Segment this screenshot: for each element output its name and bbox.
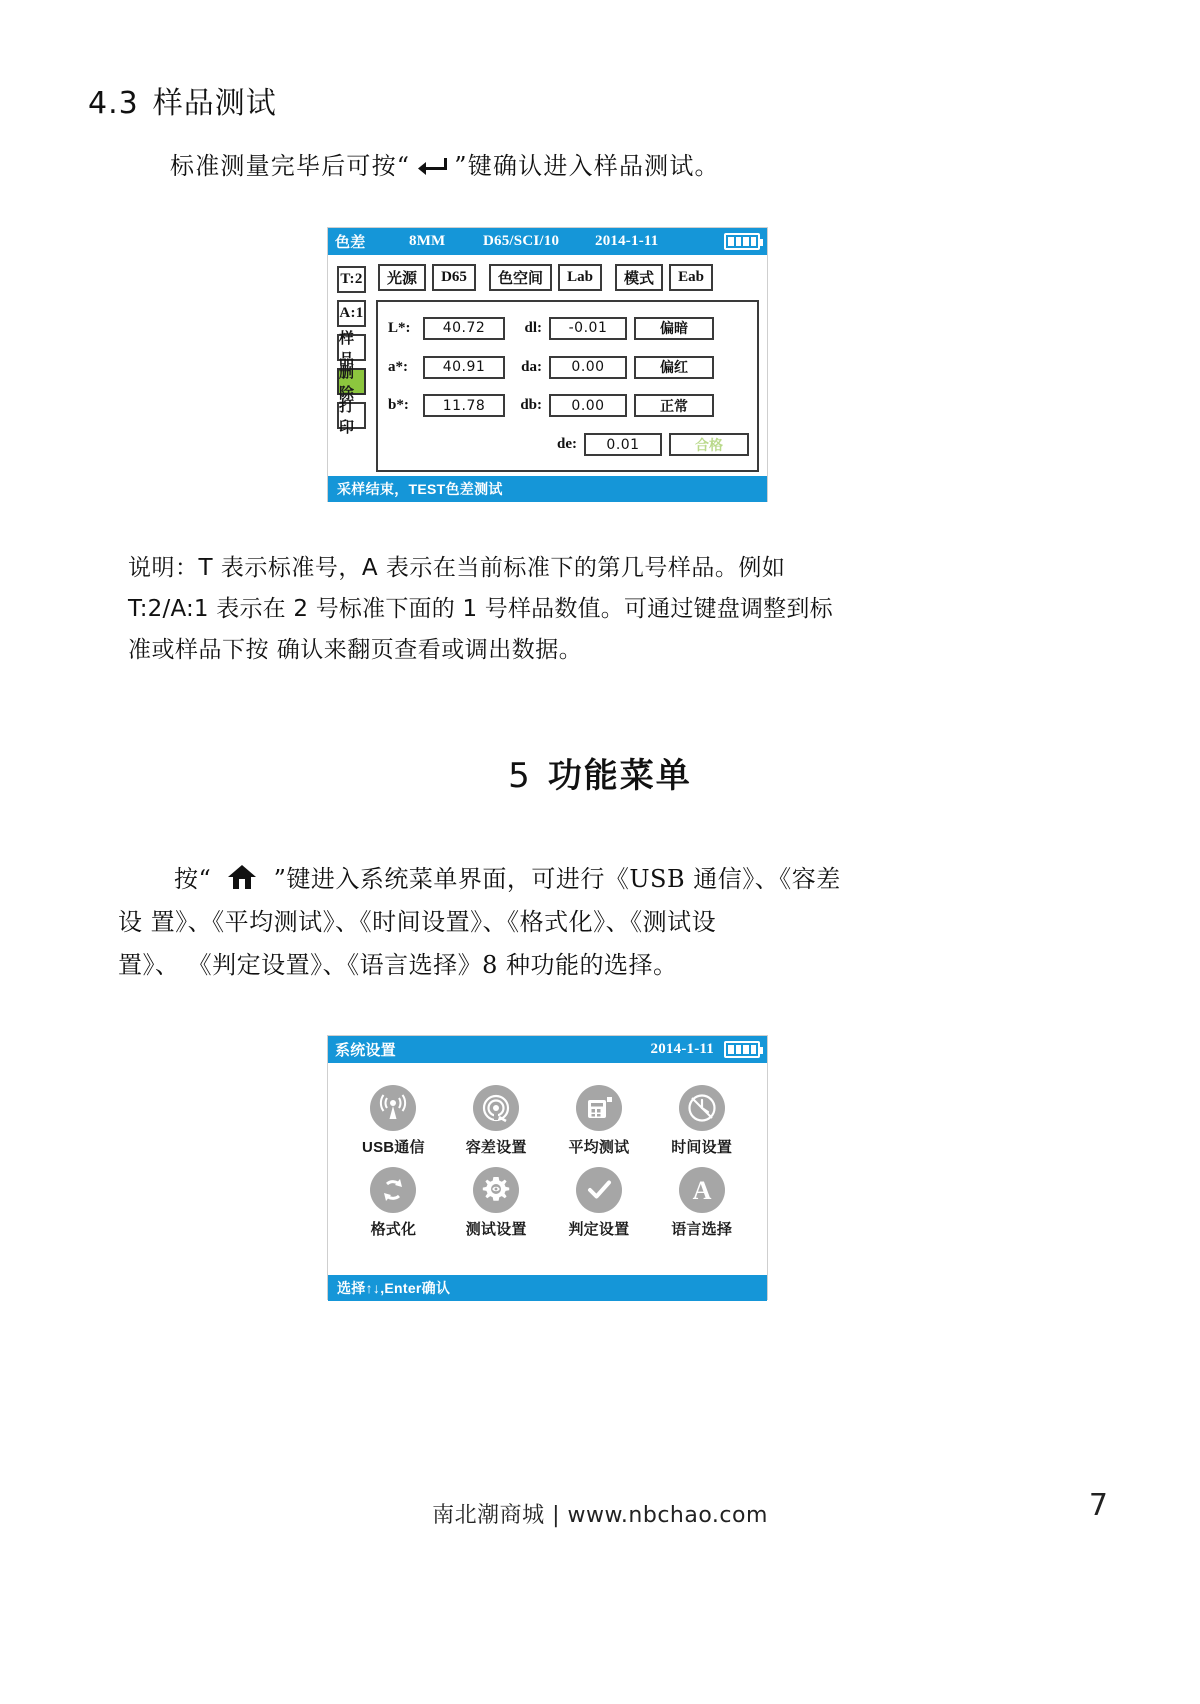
section-heading-5	[0, 748, 1200, 797]
sysmenu-row-1	[342, 1085, 753, 1157]
menu-label-average: 平均测试	[568, 1139, 630, 1156]
home-key-icon	[219, 864, 265, 890]
row-value-a: 40.91	[423, 356, 505, 379]
param-mode-label[interactable]: 模式	[615, 264, 663, 291]
param-color-space-label[interactable]: 色空间	[489, 264, 552, 291]
system-settings-screen	[327, 1035, 768, 1300]
side-button-sample[interactable]: 样品	[337, 334, 366, 361]
menu-item-language[interactable]	[654, 1167, 750, 1239]
letter-a-icon	[679, 1167, 725, 1213]
menu-line-1	[118, 858, 1028, 901]
menu-item-judgement[interactable]	[551, 1167, 647, 1239]
sysmenu-title: 系统设置	[335, 1043, 396, 1059]
row-tag-L: 偏暗	[634, 317, 714, 340]
menu-item-tolerance[interactable]	[448, 1085, 544, 1157]
row-label-L: L*:	[388, 319, 411, 336]
side-button-column	[337, 264, 366, 472]
menu-line-1-before: 按“	[174, 865, 212, 893]
intro-text-before: 标准测量完毕后可按“	[170, 152, 411, 180]
menu-intro-paragraph	[118, 858, 1028, 987]
menu-label-time: 时间设置	[671, 1139, 733, 1156]
section-5-number: 5	[508, 756, 532, 796]
sysmenu-header-bar	[328, 1036, 767, 1063]
menu-label-judgement: 判定设置	[568, 1221, 630, 1238]
intro-text-after: ”键确认进入样品测试。	[454, 152, 720, 180]
param-light-source-label[interactable]: 光源	[378, 264, 426, 291]
row-label-b: b*:	[388, 397, 409, 414]
row-delta-value-dl: -0.01	[549, 317, 627, 340]
screen-status-bar: 采样结束，TEST色差测试	[328, 476, 767, 502]
explanation-line-2: T:2/A:1 表示在 2 号标准下面的 1 号样品数值。可通过键盘调整到标	[128, 596, 833, 622]
menu-line-1-after: ”键进入系统菜单界面，可进行《USB 通信》、《容差	[273, 865, 841, 893]
menu-item-average[interactable]	[551, 1085, 647, 1157]
param-mode-value[interactable]: Eab	[669, 264, 713, 291]
row-delta-label-de: de:	[557, 436, 577, 453]
side-button-standard-index[interactable]: T:2	[337, 266, 366, 293]
explanation-paragraph	[128, 548, 1028, 671]
measurement-data-panel	[376, 300, 759, 472]
calculator-grid-icon	[576, 1085, 622, 1131]
clock-icon	[679, 1085, 725, 1131]
parameter-row	[376, 264, 759, 291]
row-tag-b: 正常	[634, 394, 714, 417]
side-button-sample-index[interactable]: A:1	[337, 300, 366, 327]
sysmenu-grid	[328, 1063, 767, 1275]
section-5-title: 功能菜单	[547, 756, 692, 796]
svg-text:A: A	[692, 1176, 712, 1205]
gear-icon	[473, 1167, 519, 1213]
row-delta-value-de: 0.01	[584, 433, 662, 456]
row-delta-label-da: da:	[521, 358, 542, 375]
row-value-empty	[458, 433, 540, 456]
section-heading-4-3	[88, 78, 277, 122]
row-label-a: a*:	[388, 358, 408, 375]
illuminant-observer-label: D65/SCI/10	[483, 233, 560, 249]
page-number: 7	[1088, 1488, 1108, 1523]
explanation-line-1: 说明：T 表示标准号，A 表示在当前标准下的第几号样品。例如	[128, 555, 786, 581]
check-circle-icon	[576, 1167, 622, 1213]
row-delta-label-db: db:	[520, 397, 542, 414]
row-value-L: 40.72	[423, 317, 505, 340]
row-delta-value-db: 0.00	[549, 394, 627, 417]
menu-item-usb[interactable]	[345, 1085, 441, 1157]
menu-line-2: 设 置》、《平均测试》、《时间设置》、《格式化》、《测试设	[118, 908, 717, 936]
menu-label-language: 语言选择	[671, 1221, 733, 1238]
menu-line-3: 置》、 《判定设置》、《语言选择》8 种功能的选择。	[118, 951, 678, 979]
table-row	[388, 316, 749, 341]
row-tag-a: 偏红	[634, 356, 714, 379]
screen-header-bar	[328, 228, 767, 255]
row-value-b: 11.78	[423, 394, 505, 417]
menu-label-format: 格式化	[370, 1221, 417, 1238]
section-number: 4.3	[88, 86, 139, 121]
row-delta-label-dl: dl:	[524, 319, 542, 336]
intro-sentence	[170, 146, 720, 181]
color-difference-screen	[327, 227, 768, 502]
side-button-delete[interactable]: 删除	[337, 368, 366, 395]
sysmenu-status-bar: 选择↑↓,Enter确认	[328, 1275, 767, 1301]
enter-key-icon	[410, 156, 454, 176]
section-title: 样品测试	[152, 86, 277, 121]
menu-item-time[interactable]	[654, 1085, 750, 1157]
menu-label-usb: USB通信	[362, 1139, 425, 1156]
aperture-label: 8MM	[409, 233, 446, 249]
status-badge-pass: 合格	[669, 433, 749, 456]
main-column	[366, 264, 759, 472]
screen-body	[328, 255, 767, 476]
explanation-line-3: 准或样品下按 确认来翻页查看或调出数据。	[128, 637, 583, 663]
sysmenu-date: 2014-1-11	[650, 1041, 714, 1057]
date-label: 2014-1-11	[595, 233, 659, 249]
param-color-space-value[interactable]: Lab	[558, 264, 602, 291]
menu-item-format[interactable]	[345, 1167, 441, 1239]
sysmenu-row-2	[342, 1167, 753, 1239]
table-row	[388, 355, 749, 380]
table-row	[388, 432, 749, 457]
menu-label-test-settings: 测试设置	[465, 1221, 527, 1238]
screen-title: 色差	[335, 235, 366, 251]
wireless-signal-icon	[370, 1085, 416, 1131]
table-row	[388, 393, 749, 418]
target-spiral-icon	[473, 1085, 519, 1131]
refresh-cycle-icon	[370, 1167, 416, 1213]
battery-full-icon	[724, 1041, 760, 1058]
menu-item-test-settings[interactable]	[448, 1167, 544, 1239]
menu-label-tolerance: 容差设置	[465, 1139, 527, 1156]
param-light-source-value[interactable]: D65	[432, 264, 476, 291]
row-delta-value-da: 0.00	[549, 356, 627, 379]
battery-full-icon	[724, 233, 760, 250]
page-footer: 南北潮商城 | www.nbchao.com	[432, 1503, 768, 1528]
side-button-print[interactable]: 打印	[337, 402, 366, 429]
